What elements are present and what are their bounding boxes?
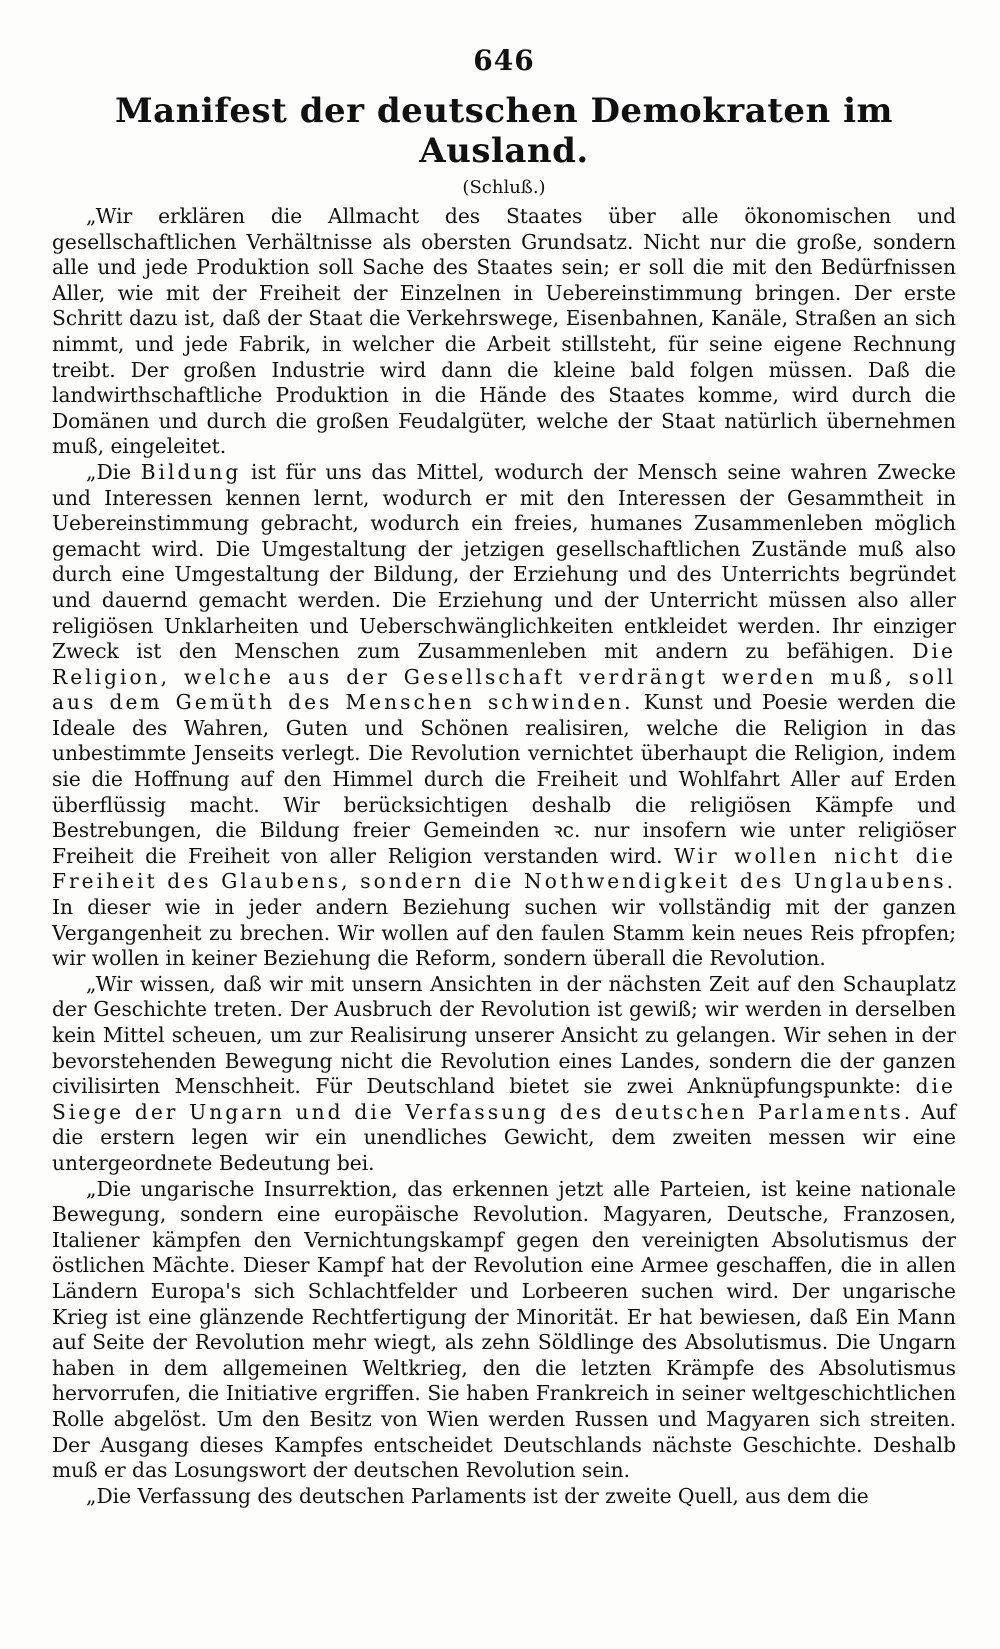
paragraph-education <box>52 460 956 972</box>
text-span: „Die Verfassung des deutschen Parlaments ist der zweite Quell, aus dem die <box>86 1483 869 1508</box>
emphasis-span: Wir wollen nicht die Freiheit des Glaubens, sondern die Nothwendigkeit des Unglaubens. <box>52 843 956 894</box>
text-span: „Wir wissen, daß wir mit unsern Ansichten in der nächsten Zeit auf den Schauplatz der Geschichte treten. Der Ausbruch der Revolution ist gewiß; wir werden in derselben kein Mittel scheuen, um zur Realisirung unserer Ansicht zu gelangen. Wir sehen in der bevorstehenden Bewegung nicht die Revolution eines Landes, sondern die der ganzen civilisirten Menschheit. Für Deutschland bietet sie zwei Anknüpfungspunkte: <box>52 971 956 1099</box>
text-span: „Die ungarische Insurrektion, das erkennen jetzt alle Parteien, ist keine nationale Bewegung, sondern eine europäische Revolution. Magyaren, Deutsche, Franzosen, Italiener kämpfen den Vernichtungskampf gegen den vereinigten Absolutismus der östlichen Mächte. Dieser Kampf hat der Revolution eine Armee geschaffen, die in allen Ländern Europa's sich Schlachtfelder und Lorbeeren suchen wird. Der ungarische Krieg ist eine glänzende Rechtfertigung der Minorität. Er hat bewiesen, daß Ein Mann auf Seite der Revolution mehr wiegt, als zehn Söldlinge des Absolutismus. Die Ungarn haben in dem allgemeinen Weltkrieg, den die letzten Krämpfe des Absolutismus hervorrufen, die Initiative ergriffen. Sie haben Frankreich in seiner weltgeschichtlichen Rolle abgelöst. Um den Besitz von Wien werden Russen und Magyaren sich streiten. Der Ausgang dieses Kampfes entscheidet Deutschlands nächste Geschichte. Deshalb muß er das Losungswort der deutschen Revolution sein. <box>52 1176 956 1483</box>
emphasis-span: Die Religion, welche aus der Gesellschaft verdrängt werden muß, soll aus dem Gemüth des Menschen schwinden. <box>52 639 956 715</box>
text-span: In dieser wie in jeder andern Beziehung suchen wir vollständig mit der ganzen Vergangenheit zu brechen. Wir wollen auf den faulen Stamm kein neues Reis pfropfen; wir wollen in keiner Beziehung die Reform, sondern überall die Revolution. <box>52 895 956 971</box>
article-body <box>52 204 956 1509</box>
text-span: „Wir erklären die Allmacht des Staates über alle ökonomischen und gesellschaftlichen Verhältnisse als obersten Grundsatz. Nicht nur die große, sondern alle und jede Produktion soll Sache des Staates sein; er soll die mit den Bedürfnissen Aller, wie mit der Freiheit der Einzelnen in Uebereinstimmung bringen. Der erste Schritt dazu ist, daß der Staat die Verkehrswege, Eisenbahnen, Kanäle, Straßen an sich nimmt, und jede Fabrik, in welcher die Arbeit stillsteht, für seine eigene Rechnung treibt. Der großen Industrie wird dann die kleine bald folgen müssen. Daß die landwirthschaftliche Produktion in die Hände des Staates komme, wird durch die Domänen und durch die großen Feudalgüter, welche der Staat natürlich übernehmen muß, eingeleitet. <box>52 204 956 459</box>
text-span: Kunst und Poesie werden die Ideale des Wahren, Guten und Schönen realisiren, welche die Religion in das unbestimmte Jenseits verlegt. Die Revolution vernichtet überhaupt die Religion, indem sie die Hoffnung auf den Himmel durch die Freiheit und Wohlfahrt Aller auf Erden überflüssig macht. Wir berücksichtigen deshalb die religiösen Kämpfe und Bestrebungen, die Bildung freier Gemeinden ꝛc. nur insofern wie unter religiöser Freiheit die Freiheit von aller Religion verstanden wird. <box>52 690 956 868</box>
paragraph-economy <box>52 204 956 460</box>
page-title: Manifest der deutschen Demokraten im Ausland. <box>114 91 894 171</box>
text-span: Auf die erstern legen wir ein unendliches Gewicht, dem zweiten messen wir eine untergeordnete Bedeutung bei. <box>52 1099 956 1175</box>
emphasis-span: die Siege der Ungarn und die Verfassung des deutschen Parlaments. <box>52 1074 956 1124</box>
paragraph-hungary <box>52 1177 956 1484</box>
page-number: 646 <box>473 44 535 77</box>
paragraph-constitution <box>52 1484 956 1510</box>
text-span: ist für uns das Mittel, wodurch der Mensch seine wahren Zwecke und Interessen kennen lernt, wodurch er mit den Interessen der Gesammtheit in Uebereinstimmung gebracht, wodurch ein freies, humanes Zusammenleben möglich gemacht wird. Die Umgestaltung der jetzigen gesellschaftlichen Zustände muß also durch eine Umgestaltung der Bildung, der Erziehung und des Unterrichts begründet und dauernd gemacht werden. Die Erziehung und der Unterricht müssen also aller religiösen Unklarheiten und Ueberschwänglichkeiten entkleidet werden. Ihr einziger Zweck ist den Menschen zum Zusammenleben mit andern zu befähigen. <box>52 459 957 664</box>
paragraph-revolution <box>52 972 956 1177</box>
subtitle: (Schluß.) <box>462 177 546 198</box>
emphasis-span: Bildung <box>140 459 242 484</box>
text-span: „Die <box>86 459 141 484</box>
